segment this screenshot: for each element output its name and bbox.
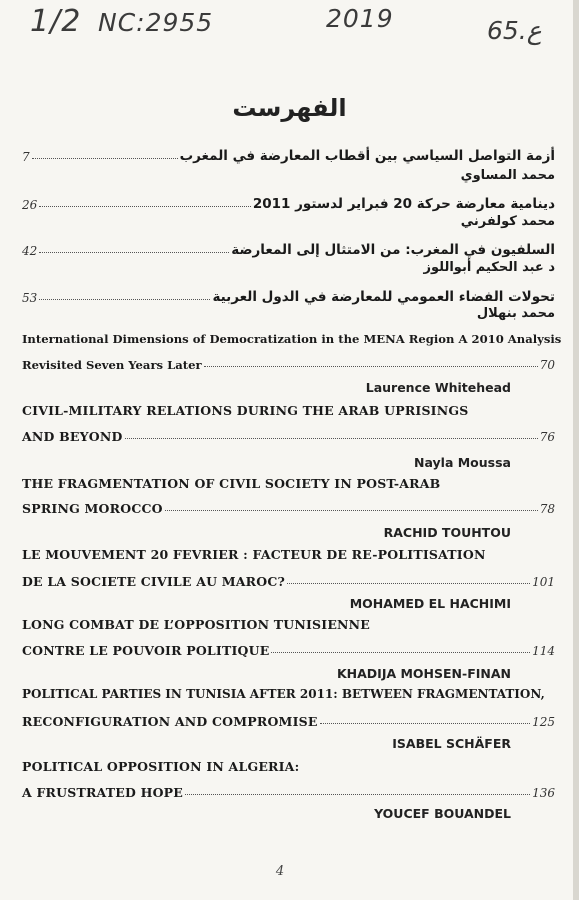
page-number: 4 bbox=[275, 864, 285, 879]
toc-title-line1: POLITICAL PARTIES IN TUNISIA AFTER 2011: BETWEEN FRAGMENTATION, bbox=[22, 687, 545, 701]
leader-dots bbox=[32, 158, 178, 159]
toc-title: أزمة التواصل السياسي بين أقطاب المعارضة في المغرب bbox=[179, 148, 555, 164]
leader-dots bbox=[287, 583, 530, 584]
toc-entry-ar-4 bbox=[22, 283, 555, 305]
toc-entry-lat-3 bbox=[22, 494, 555, 516]
toc-author: MOHAMED EL HACHIMI bbox=[349, 596, 511, 611]
toc-author: محمد بنهلال bbox=[476, 306, 555, 321]
toc-author: Laurence Whitehead bbox=[365, 380, 511, 395]
toc-title-line2: SPRING MOROCCO bbox=[22, 501, 163, 516]
toc-author: محمد المساوي bbox=[460, 168, 555, 183]
toc-author: RACHID TOUHTOU bbox=[383, 525, 511, 540]
toc-page: 7 bbox=[22, 150, 30, 164]
toc-title-line2: DE LA SOCIETE CIVILE AU MAROC? bbox=[22, 574, 286, 589]
toc-entry-lat-7 bbox=[22, 778, 555, 800]
toc-title: دينامية معارضة حركة 20 فبراير لدستور 2011 bbox=[252, 196, 555, 212]
toc-entry-lat-2 bbox=[22, 422, 555, 444]
toc-title-line1: LONG COMBAT DE L’OPPOSITION TUNISIENNE bbox=[22, 617, 371, 632]
toc-page: 114 bbox=[532, 644, 555, 658]
toc-page: 136 bbox=[532, 786, 555, 800]
toc-entry-lat-5 bbox=[22, 636, 555, 658]
handwritten-note-fraction: 1/2 bbox=[30, 4, 82, 39]
toc-author: KHADIJA MOHSEN-FINAN bbox=[336, 666, 511, 681]
toc-title-line1: LE MOUVEMENT 20 FEVRIER : FACTEUR DE RE-POLITISATION bbox=[22, 547, 486, 562]
toc-page: 78 bbox=[539, 502, 555, 516]
toc-entry-lat-4 bbox=[22, 567, 555, 589]
toc-entry-ar-1 bbox=[22, 142, 555, 164]
toc-entry-lat-1 bbox=[22, 350, 555, 372]
toc-title-line1: International Dimensions of Democratization in the MENA Region A 2010 Analysis bbox=[22, 332, 562, 346]
toc-entry-lat-6 bbox=[22, 707, 555, 729]
toc-title-line1: THE FRAGMENTATION OF CIVIL SOCIETY IN POST-ARAB bbox=[22, 476, 441, 491]
toc-author: YOUCEF BOUANDEL bbox=[374, 806, 511, 821]
toc-title: السلفيون في المغرب: من الامتثال إلى المعارضة bbox=[231, 242, 555, 258]
leader-dots bbox=[271, 652, 530, 653]
toc-title-line2: RECONFIGURATION AND COMPROMISE bbox=[22, 714, 318, 729]
toc-author: ISABEL SCHÄFER bbox=[392, 736, 511, 751]
toc-page: 42 bbox=[22, 244, 38, 258]
toc-title-line2: A FRUSTRATED HOPE bbox=[22, 785, 183, 800]
leader-dots bbox=[39, 299, 210, 300]
toc-entry-ar-3 bbox=[22, 236, 555, 258]
toc-title-line2: AND BEYOND bbox=[22, 429, 123, 444]
page-title: الفهرست bbox=[232, 94, 347, 122]
leader-dots bbox=[125, 438, 538, 439]
toc-title-line1: CIVIL-MILITARY RELATIONS DURING THE ARAB UPRISINGS bbox=[22, 403, 469, 418]
toc-page: 101 bbox=[532, 575, 555, 589]
leader-dots bbox=[39, 252, 229, 253]
leader-dots bbox=[39, 206, 251, 207]
toc-title-line2: CONTRE LE POUVOIR POLITIQUE bbox=[22, 643, 270, 658]
leader-dots bbox=[320, 723, 530, 724]
toc-page: 76 bbox=[539, 430, 555, 444]
toc-author: محمد كولفرني bbox=[460, 214, 555, 229]
handwritten-note-year: 2019 bbox=[326, 4, 394, 33]
toc-author: Nayla Moussa bbox=[414, 455, 511, 470]
toc-entry-ar-2 bbox=[22, 190, 555, 212]
toc-title-line2: Revisited Seven Years Later bbox=[22, 358, 202, 372]
leader-dots bbox=[185, 794, 530, 795]
toc-title-line1: POLITICAL OPPOSITION IN ALGERIA: bbox=[22, 759, 300, 774]
toc-page: 70 bbox=[539, 358, 555, 372]
toc-author: د عبد الحكيم أبواللوز bbox=[423, 260, 555, 275]
leader-dots bbox=[204, 366, 538, 367]
leader-dots bbox=[165, 510, 538, 511]
handwritten-note-call-number: NC:2955 bbox=[98, 8, 214, 37]
toc-page: 26 bbox=[22, 198, 38, 212]
toc-page: 53 bbox=[22, 291, 38, 305]
toc-page: 125 bbox=[532, 715, 555, 729]
handwritten-note-shelf: 65.ع bbox=[487, 16, 542, 45]
toc-title: تحولات الفضاء العمومي للمعارضة في الدول العربية bbox=[212, 289, 555, 305]
page-edge bbox=[573, 0, 579, 900]
